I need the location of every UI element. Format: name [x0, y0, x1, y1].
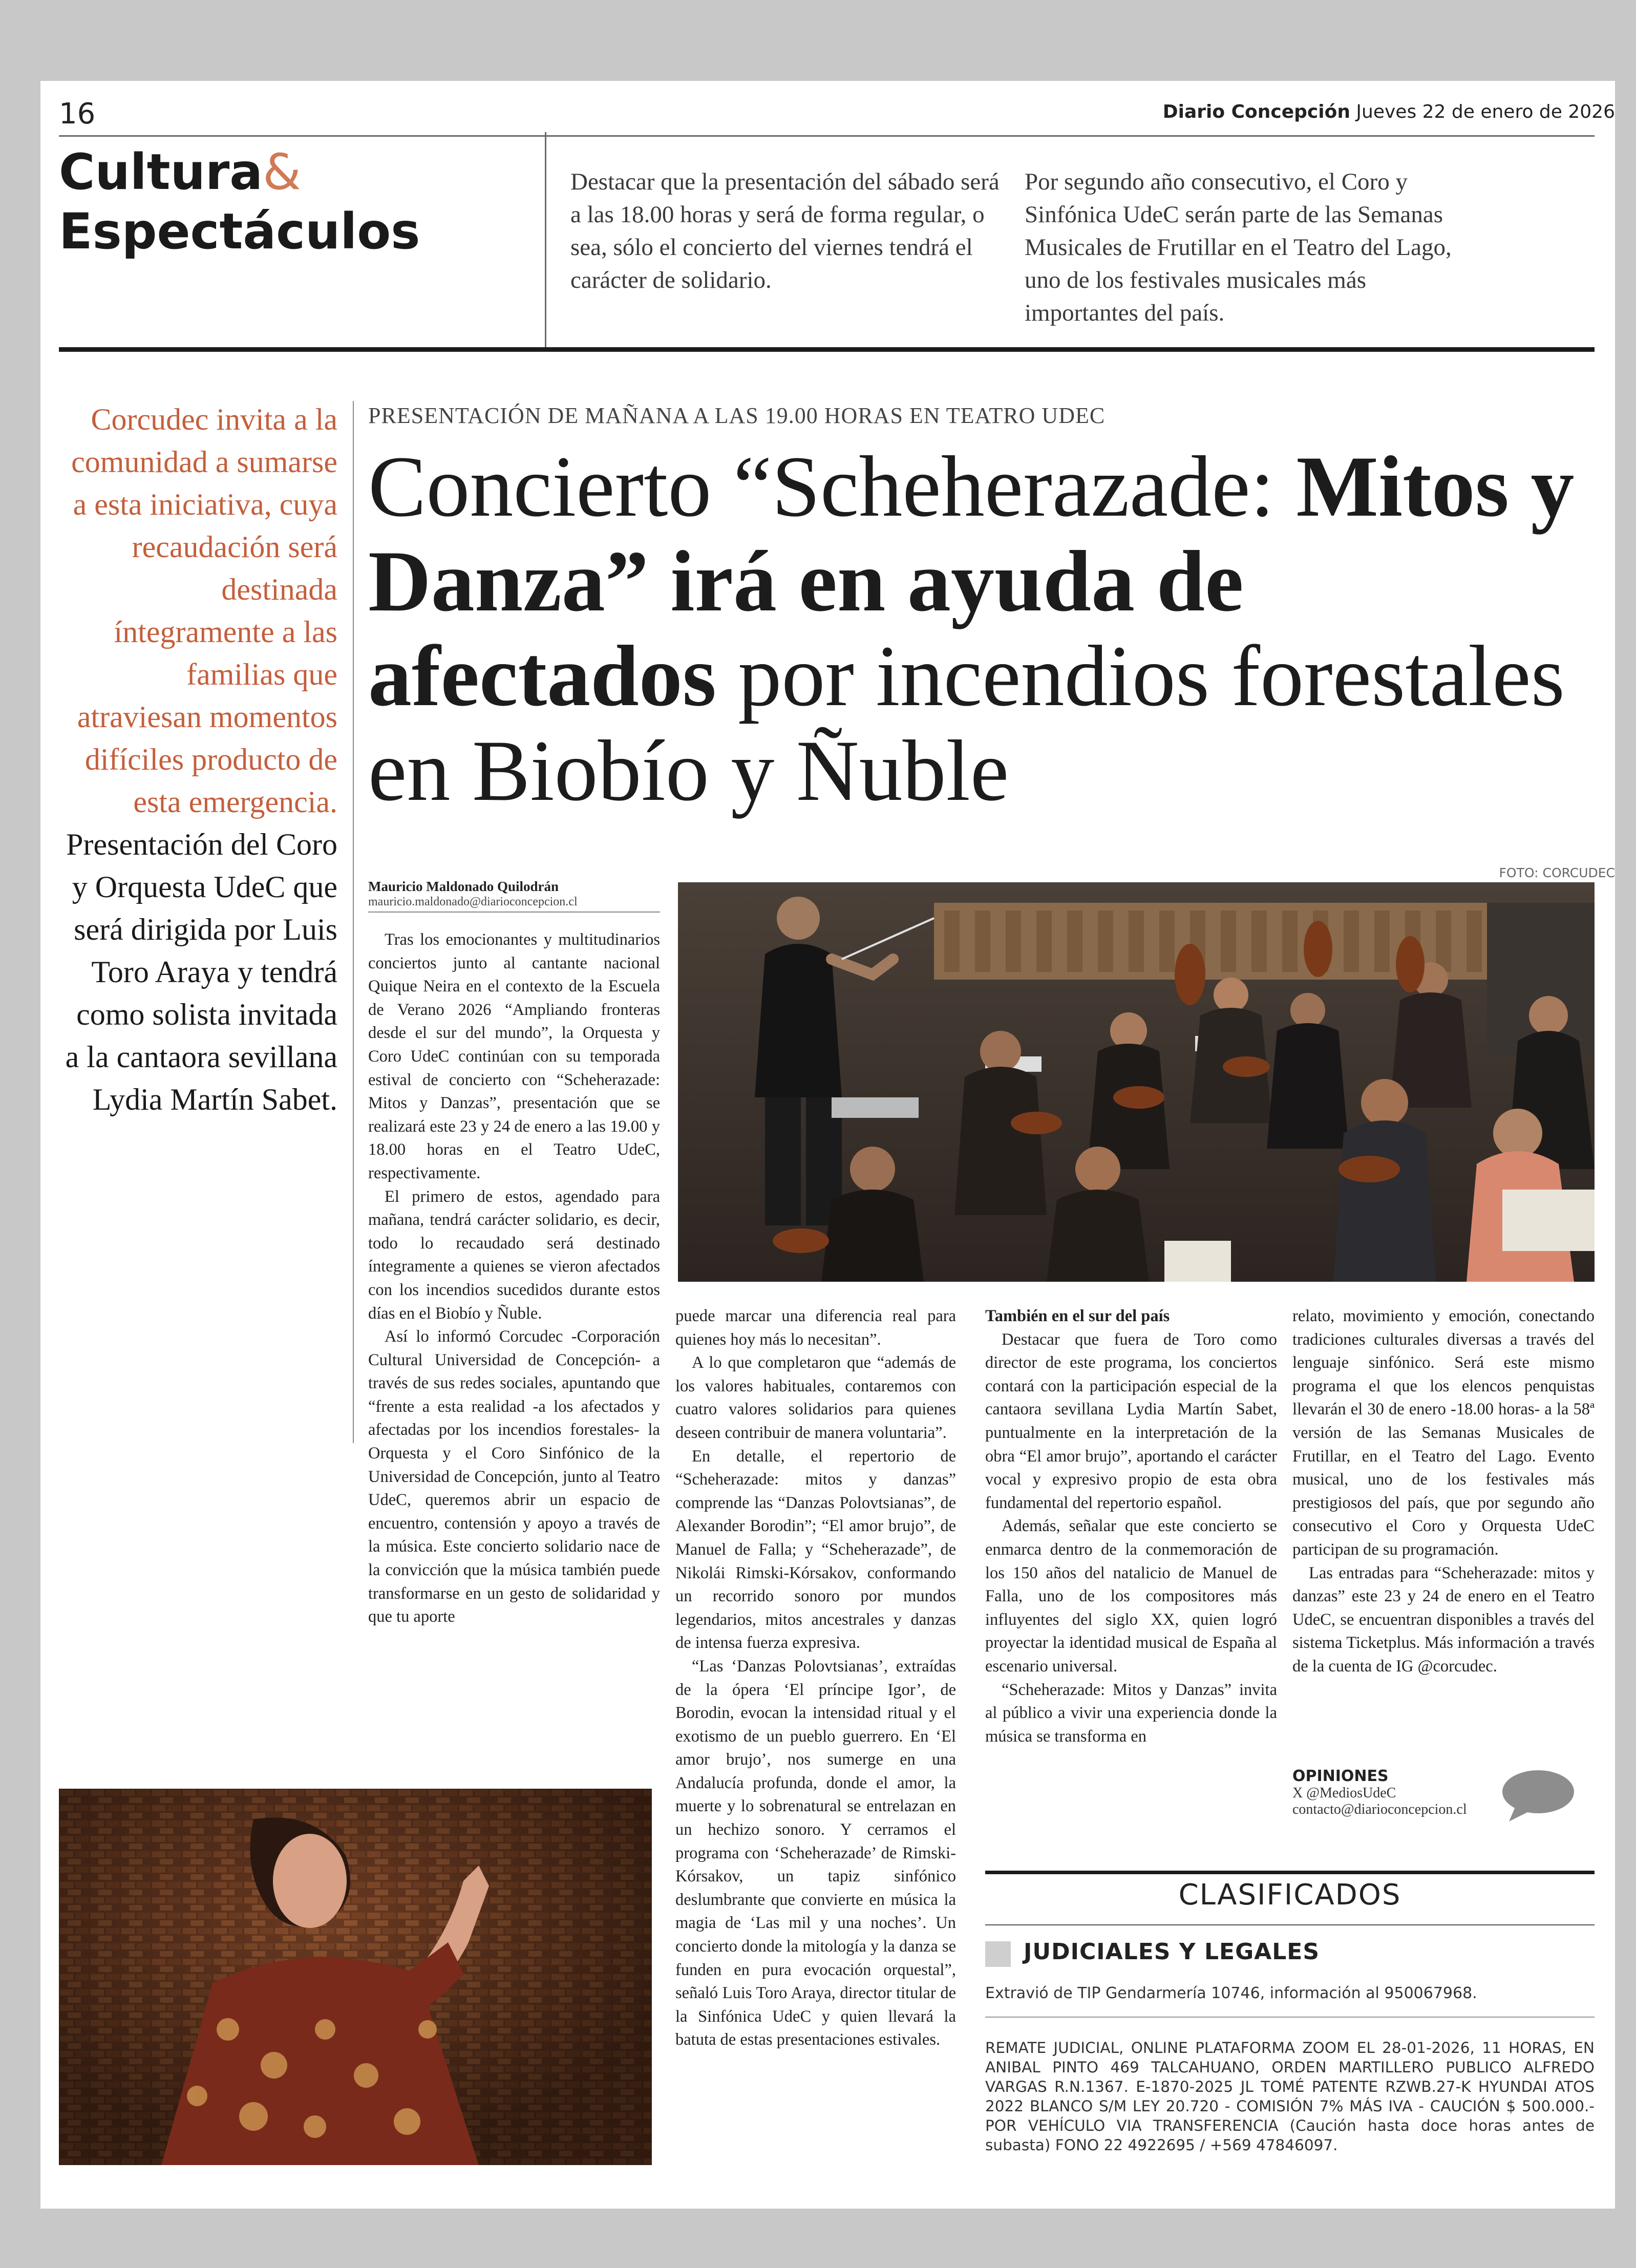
orchestra-illustration: [678, 882, 1595, 1282]
paragraph: Además, señalar que este concierto se enmarca dentro de la conmemoración de los 150 años del natalicio de Manuel de Falla, uno de los compositores más influyentes del siglo XX, quien logró proyectar la identidad musical de España al escenario universal.: [985, 1517, 1277, 1676]
pullquote-accent: Corcudec invita a la comunidad a sumarse a esta iniciativa, cuya recaudación será destinada íntegramente a las familias que atraviesan momentos difíciles producto de esta emergencia.: [71, 402, 337, 819]
author-name: Mauricio Maldonado Quilodrán: [368, 879, 559, 894]
classified-notice: REMATE JUDICIAL, ONLINE PLATAFORMA ZOOM EL 28-01-2026, 11 HORAS, EN ANIBAL PINTO 469 TALCAHUANO, ORDEN MARTILLERO PUBLICO ALFREDO VARGAS R.N.1367. E-1870-2025 JL TOMÉ PATENTE RZWB.27-K HYUNDAI ATOS 2022 BLANCO S/M LEY 20.720 - COMISIÓN 7% MÁS IVA - CAUCIÓN $ 500.000.-POR VEHÍCULO VIA TRANSFERENCIA (Caución hasta doce horas antes de subasta) FONO 22 4922695 / +569 47846097.: [985, 2039, 1595, 2154]
headline-part1: Concierto “Scheherazade:: [368, 438, 1297, 535]
section-title: [59, 142, 420, 261]
article-column-2: [675, 1305, 956, 2052]
classifieds-divider: [985, 2017, 1595, 2018]
header-rule: [59, 135, 1595, 137]
photo-credit: FOTO: CORCUDEC: [1499, 865, 1615, 880]
article-column-1: [368, 928, 660, 1629]
paragraph: relato, movimiento y emoción, conectando tradiciones culturales diversas a través del lenguaje sinfónico. Será este mismo programa el que los elencos penquistas llevarán el 30 de enero -18.00 horas- a la 58ª versión de las Semanas Musicales de Frutillar, en el Teatro del Lago. Evento musical, uno de los festivales más prestigiosos del país, que por segundo año consecutivo el Coro y Orquesta UdeC participan de su programación.: [1292, 1307, 1595, 1559]
opinions-email[interactable]: contacto@diarioconcepcion.cl: [1292, 1801, 1467, 1817]
paragraph: “Scheherazade: Mitos y Danzas” invita al público a vivir una experiencia donde la música se transforma en: [985, 1680, 1277, 1746]
newspaper-page: [40, 81, 1615, 2209]
headline-part2: Mitos y Danza” irá en ayuda de afectados: [368, 438, 1575, 724]
classifieds-category: JUDICIALES Y LEGALES: [1024, 1939, 1320, 1965]
page-number: 16: [59, 97, 96, 131]
pullquote-body: Presentación del Coro y Orquesta UdeC que será dirigida por Luis Toro Araya y tendrá como solista invitada a la cantaora sevillana Lydia Martín Sabet.: [65, 828, 337, 1116]
classifieds-title: CLASIFICADOS: [1178, 1878, 1401, 1912]
sidebar-pullquote: [61, 398, 337, 1121]
paragraph: Tras los emocionantes y multitudinarios conciertos junto al cantante nacional Quique Neira en el contexto de la Escuela de Verano 2026 “Ampliando fronteras desde el sur del mundo”, la Orquesta y Coro UdeC continúan con su temporada estival de concierto con “Scheherazade: Mitos y Danzas”, presentación que se realizará este 23 y 24 de enero a las 19.00 y 18.00 horas en el Teatro UdeC, respectivamente.: [368, 930, 660, 1182]
paragraph: Destacar que fuera de Toro como director de este programa, los conciertos contará con la participación especial de la cantaora sevillana Lydia Martín Sabet, puntualmente en la interpretación de la obra “El amor brujo”, aportando el carácter vocal y expresivo propio de esta obra fundamental del repertorio español.: [985, 1330, 1277, 1512]
newspaper-name: Diario Concepción: [1162, 101, 1350, 122]
section-title-line1: Cultura: [59, 143, 263, 201]
category-marker: [985, 1941, 1011, 1967]
speech-bubble-icon: [1500, 1767, 1577, 1824]
paragraph: En detalle, el repertorio de “Scheherazade: mitos y danzas” comprende las “Danzas Polovtsianas”, de Alexander Borodin”; “El amor brujo”, de Manuel de Falla; y “Scheherazade”, de Nikolái Rimski-Kórsakov, conformando un recorrido sonoro por mundos legendarios, mitos ancestrales y danzas de intensa fuerza expresiva.: [675, 1447, 956, 1652]
author-email[interactable]: mauricio.maldonado@diarioconcepcion.cl: [368, 895, 578, 908]
opinions-label: OPINIONES: [1292, 1767, 1389, 1785]
masthead: [1163, 101, 1615, 122]
teaser-right: Por segundo año consecutivo, el Coro y Sinfónica UdeC serán parte de las Semanas Musicales de Frutillar en el Teatro del Lago, uno de los festivales musicales más importantes del país.: [1025, 168, 1452, 326]
soloist-illustration: [59, 1789, 652, 2165]
classified-notice: Extravió de TIP Gendarmería 10746, información al 950067968.: [985, 1984, 1477, 2002]
article-column-4: [1292, 1305, 1595, 1679]
orchestra-photo: [678, 882, 1595, 1282]
teaser-left: Destacar que la presentación del sábado será a las 18.00 horas y será de forma regular, o sea, sólo el concierto del viernes tendrá el carácter de solidario.: [570, 168, 1000, 293]
headline-part3: por incendios forestales en Biobío y Ñuble: [368, 628, 1565, 819]
paragraph: puede marcar una diferencia real para quienes hoy más lo necesitan”.: [675, 1307, 956, 1349]
section-ampersand: &: [263, 143, 301, 201]
classifieds-rule: [985, 1924, 1595, 1925]
soloist-photo: [59, 1789, 652, 2165]
article-column-3: [985, 1305, 1277, 1748]
paragraph: Así lo informó Corcudec -Corporación Cultural Universidad de Concepción- a través de sus redes sociales, apuntando que “frente a esta realidad -a los afectados y afectadas por los incendios forestales- la Orquesta y el Coro Sinfónico de la Universidad de Concepción, junto al Teatro UdeC, queremos abrir un espacio de encuentro, contensión y apoyo a través de la música. Este concierto solidario nace de la convicción que la música también puede transformarse en un gesto de solidaridad y que tu aporte: [368, 1327, 660, 1626]
header-divider: [545, 132, 546, 347]
article-kicker: PRESENTACIÓN DE MAÑANA A LAS 19.00 HORAS EN TEATRO UDEC: [368, 403, 1106, 428]
subheading: También en el sur del país: [985, 1307, 1170, 1325]
paragraph: “Las ‘Danzas Polovtsianas’, extraídas de la ópera ‘El príncipe Igor’, de Borodin, evocan la intensidad ritual y el exotismo de un pueblo guerrero. En ‘El amor brujo’, nos sumerge en una Andalucía profunda, donde el amor, la muerte y lo sobrenatural se entrelazan en un hechizo sonoro. Y cerramos el programa con ‘Scheherazade’ de Rimski-Kórsakov, un tapiz sinfónico deslumbrante que convierte en música la magia de ‘Las mil y una noches’. Un concierto donde la mitología y la danza se funden en pura evocación orquestal”, señaló Luis Toro Araya, director titular de la Sinfónica UdeC y quien llevará la batuta de estas presentaciones estivales.: [675, 1657, 956, 2049]
paragraph: A lo que completaron que “además de los valores habituales, contaremos con cuatro valores solidarios para quienes deseen contribuir de manera voluntaria”.: [675, 1353, 956, 1442]
byline-rule: [368, 912, 660, 913]
header-bottom-rule: [59, 347, 1595, 352]
issue-date: Jueves 22 de enero de 2026: [1356, 101, 1615, 122]
article-headline: [368, 439, 1597, 818]
sidebar-divider: [353, 401, 354, 1443]
opinions-box: [1292, 1767, 1595, 1818]
classifieds-top-rule: [985, 1871, 1595, 1874]
paragraph: El primero de estos, agendado para mañana, tendrá carácter solidario, es decir, todo lo recaudado será destinado íntegramente a quienes se vieron afectados con los incendios sucedidos durante estos días en el Biobío y Ñuble.: [368, 1187, 660, 1323]
section-title-line2: Espectáculos: [59, 203, 420, 260]
opinions-twitter[interactable]: X @MediosUdeC: [1292, 1785, 1396, 1801]
paragraph: Las entradas para “Scheherazade: mitos y danzas” este 23 y 24 de enero en el Teatro UdeC, se encuentran disponibles a través del sistema Ticketplus. Más información a través de la cuenta de IG @corcudec.: [1292, 1563, 1595, 1676]
